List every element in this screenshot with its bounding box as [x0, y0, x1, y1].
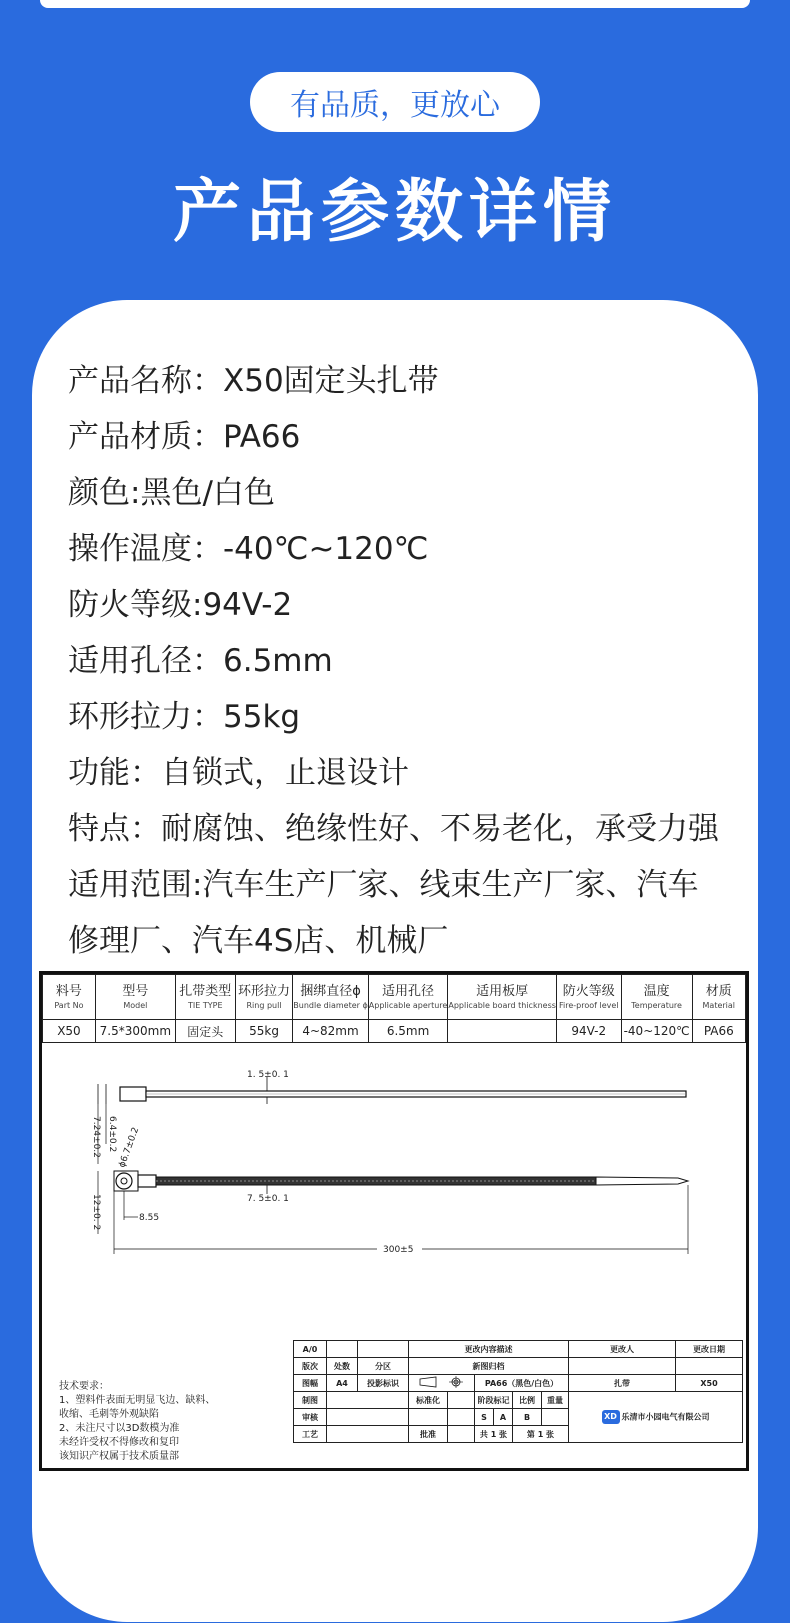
- param-value: X50: [43, 1020, 96, 1043]
- company-name: 乐清市小园电气有限公司: [621, 1412, 710, 1422]
- tb-cell: 更改人: [569, 1341, 676, 1358]
- cable-tie-drawing: [42, 1044, 746, 1334]
- tb-cell: 更改日期: [676, 1341, 743, 1358]
- tb-cell: [676, 1358, 743, 1375]
- tb-cell: A4: [327, 1375, 358, 1392]
- note-line: 未经许受权不得修改和复印: [59, 1437, 179, 1448]
- param-value: 55kg: [235, 1020, 293, 1043]
- company-logo-icon: XD: [602, 1410, 620, 1424]
- tb-cell: 比例: [513, 1392, 542, 1409]
- spec-temperature: 操作温度：-40℃~120℃: [68, 531, 429, 567]
- param-header: 材质 Material: [692, 975, 745, 1020]
- param-value: 固定头: [175, 1020, 235, 1043]
- param-header: 扎带类型 TIE TYPE: [175, 975, 235, 1020]
- note-line: 收缩、毛刺等外观缺陷: [59, 1409, 159, 1420]
- spec-applications: 适用范围:汽车生产厂家、线束生产厂家、汽车: [68, 867, 699, 903]
- dim-head-724: 7.24±0.2: [91, 1116, 101, 1158]
- param-value: -40~120℃: [621, 1020, 692, 1043]
- tb-cell: [448, 1392, 475, 1409]
- tb-cell: 共 1 张: [475, 1426, 513, 1443]
- projection-icon: [416, 1376, 468, 1388]
- param-header: 捆绑直径ϕ Bundle diameter ϕ: [293, 975, 368, 1020]
- note-line: 2、未注尺寸以3D数模为准: [59, 1423, 180, 1434]
- tb-cell: [327, 1341, 358, 1358]
- spec-features: 特点：耐腐蚀、绝缘性好、不易老化，承受力强: [68, 811, 719, 847]
- tb-cell: 标准化: [409, 1392, 448, 1409]
- tagline: 有品质，更放心: [290, 88, 500, 123]
- spec-fire-rating: 防火等级:94V-2: [68, 587, 293, 623]
- tb-cell: 阶段标记: [475, 1392, 513, 1409]
- tb-cell: 重量: [542, 1392, 569, 1409]
- param-value: 6.5mm: [368, 1020, 448, 1043]
- param-header-row: [43, 975, 746, 1020]
- param-header: 适用孔径 Applicable aperture: [368, 975, 448, 1020]
- page-title: 产品参数详情: [172, 173, 617, 252]
- tb-cell: A: [494, 1409, 513, 1426]
- param-value: 94V-2: [556, 1020, 621, 1043]
- tb-cell: B: [513, 1409, 542, 1426]
- tb-cell: 版次: [294, 1358, 327, 1375]
- tb-cell: [358, 1341, 409, 1358]
- tb-cell: A/0: [294, 1341, 327, 1358]
- tb-cell: 工艺: [294, 1426, 327, 1443]
- note-line: 该知识产权属于技术质量部: [59, 1451, 179, 1462]
- spec-color: 颜色:黑色/白色: [68, 475, 275, 511]
- title-block: [293, 1340, 743, 1443]
- param-value: 7.5*300mm: [95, 1020, 175, 1043]
- tie-side-view: [98, 1070, 686, 1104]
- tb-cell: 扎带: [569, 1375, 676, 1392]
- tagline-pill: [250, 72, 540, 132]
- tie-top-view: [91, 1171, 688, 1234]
- dim-length: 300±5: [383, 1245, 414, 1255]
- tb-cell: [327, 1426, 409, 1443]
- dim-12: 12±0. 2: [91, 1194, 101, 1231]
- tb-cell: [542, 1409, 569, 1426]
- tb-cell: 审核: [294, 1409, 327, 1426]
- projection-symbol: [409, 1375, 475, 1392]
- technical-notes: [59, 1380, 215, 1464]
- tb-cell: PA66（黑色/白色）: [475, 1375, 569, 1392]
- top-card-edge: [40, 0, 750, 8]
- dim-855: 8.55: [139, 1213, 160, 1223]
- dim-width: 7. 5±0. 1: [247, 1194, 289, 1204]
- dim-head-64: 6.4±0.2: [107, 1116, 117, 1153]
- spec-applications-cont: 修理厂、汽车4S店、机械厂: [68, 923, 449, 959]
- tb-cell: [448, 1426, 475, 1443]
- param-header: 型号 Model: [95, 975, 175, 1020]
- tb-cell: [409, 1409, 448, 1426]
- tb-cell: 批准: [409, 1426, 448, 1443]
- param-header: 环形拉力 Ring pull: [235, 975, 293, 1020]
- dim-hole: ϕ6.7±0.2: [117, 1126, 142, 1170]
- spec-hole-size: 适用孔径：6.5mm: [68, 643, 333, 679]
- param-value: [448, 1020, 557, 1043]
- param-table: [42, 974, 746, 1043]
- tb-cell: 新图归档: [409, 1358, 569, 1375]
- param-header: 料号 Part No: [43, 975, 96, 1020]
- param-header: 温度 Temperature: [621, 975, 692, 1020]
- tb-cell: 第 1 张: [513, 1426, 569, 1443]
- tb-cell: [448, 1409, 475, 1426]
- param-header: 适用板厚 Applicable board thickness: [448, 975, 557, 1020]
- tb-cell: [327, 1409, 409, 1426]
- spec-product-name: 产品名称：X50固定头扎带: [68, 363, 439, 399]
- tb-cell: 分区: [358, 1358, 409, 1375]
- param-value: PA66: [692, 1020, 745, 1043]
- tie-length-dimension: [114, 1185, 688, 1255]
- param-value: 4~82mm: [293, 1020, 368, 1043]
- tb-cell: 投影标识: [358, 1375, 409, 1392]
- tb-cell: X50: [676, 1375, 743, 1392]
- spec-ring-pull: 环形拉力：55kg: [68, 699, 301, 735]
- note-line: 1、塑料件表面无明显飞边、缺料、: [59, 1395, 216, 1406]
- tb-cell: [327, 1392, 409, 1409]
- param-header: 防火等级 Fire-proof level: [556, 975, 621, 1020]
- tb-cell: 更改内容描述: [409, 1341, 569, 1358]
- company-cell: [569, 1392, 743, 1443]
- tb-cell: 处数: [327, 1358, 358, 1375]
- spec-function: 功能：自锁式，止退设计: [68, 755, 409, 791]
- param-value-row: [43, 1020, 746, 1043]
- technical-drawing: [39, 971, 749, 1471]
- dim-thickness: 1. 5±0. 1: [247, 1070, 289, 1080]
- tb-cell: 图幅: [294, 1375, 327, 1392]
- spec-material: 产品材质：PA66: [68, 419, 301, 455]
- tb-cell: [569, 1358, 676, 1375]
- note-line: 技术要求：: [59, 1381, 109, 1392]
- tb-cell: S: [475, 1409, 494, 1426]
- tie-head-dimensions: [91, 1104, 141, 1169]
- tb-cell: 制图: [294, 1392, 327, 1409]
